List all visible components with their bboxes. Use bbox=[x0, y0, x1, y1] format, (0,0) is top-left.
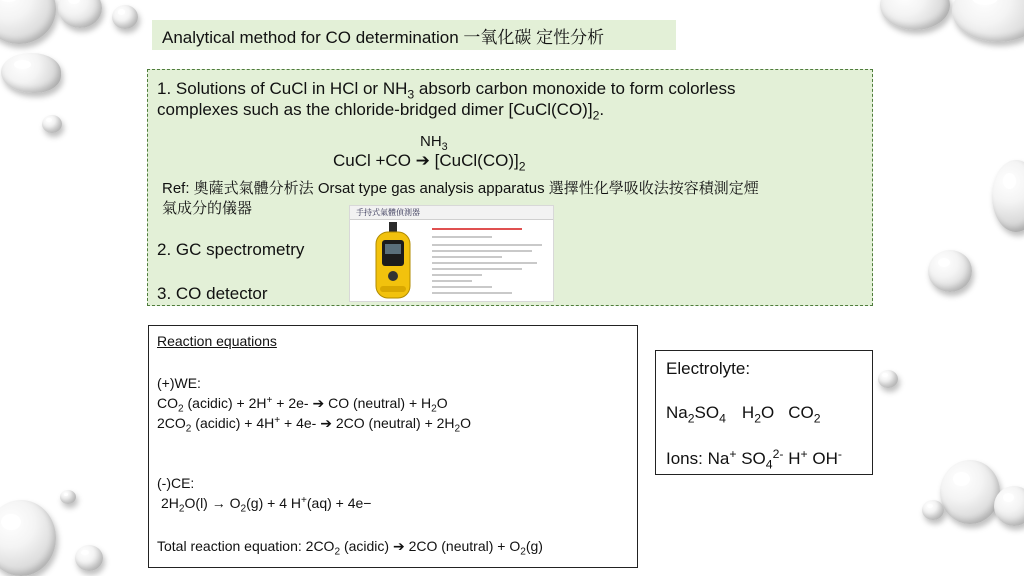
electrolyte-box bbox=[655, 350, 873, 475]
formula2-sub: 2 bbox=[754, 411, 762, 426]
catalyst-sub: 3 bbox=[441, 140, 448, 153]
ion2: SO bbox=[736, 449, 766, 468]
reaction-left: CuCl +CO bbox=[333, 151, 416, 170]
cucl-reaction-equation bbox=[333, 150, 526, 174]
formula2-a: H bbox=[741, 403, 755, 422]
spec-line bbox=[432, 228, 522, 230]
reference-line-1: Ref: 奧薩式氣體分析法 Orsat type gas analysis apparatus 選擇性化學吸收法按容積測定煙 bbox=[162, 180, 759, 197]
eq1-b-sup: + bbox=[266, 394, 273, 406]
ion2-sub: 4 bbox=[765, 457, 773, 472]
method-item-3: 3. CO detector bbox=[157, 284, 268, 303]
water-drop-decoration bbox=[112, 5, 138, 29]
eq3-a: 2H bbox=[161, 495, 179, 511]
reaction-right: [CuCl(CO)] bbox=[429, 151, 519, 170]
we-equation-2 bbox=[157, 414, 472, 435]
eq3-b-sub: 2 bbox=[240, 503, 247, 515]
spec-line bbox=[432, 286, 492, 288]
electrolyte-formulas bbox=[666, 403, 821, 426]
method-item-1 bbox=[157, 78, 857, 123]
eq2-d-sub: 2 bbox=[454, 423, 461, 435]
water-drop-decoration bbox=[940, 460, 1000, 524]
eq2-a: 2CO bbox=[157, 415, 186, 431]
we-label: (+)WE: bbox=[157, 375, 201, 391]
item1-line2: complexes such as the chloride-bridged dimer [CuCl(CO)] bbox=[157, 100, 593, 119]
device-page-header: 手持式氣體偵測器 bbox=[350, 206, 553, 220]
reaction-sub: 2 bbox=[518, 159, 526, 174]
ce-label: (-)CE: bbox=[157, 475, 195, 491]
eq1-d: CO (neutral) + H bbox=[324, 395, 432, 411]
eq2-b-sup: + bbox=[274, 414, 281, 426]
eq1-e: O bbox=[436, 395, 448, 411]
electrolyte-label: Electrolyte: bbox=[666, 359, 751, 378]
arrow-icon: ➔ bbox=[392, 538, 405, 554]
spec-line bbox=[432, 256, 502, 258]
eq3-b: O(l) → O bbox=[184, 495, 241, 511]
method-item-2: 2. GC spectrometry bbox=[157, 240, 305, 259]
water-drop-decoration bbox=[992, 160, 1024, 232]
water-drop-decoration bbox=[928, 250, 972, 292]
eq2-e: O bbox=[460, 415, 472, 431]
formula1-sub2: 4 bbox=[719, 411, 726, 426]
water-drop-decoration bbox=[922, 500, 944, 520]
eq3-d: (aq) + 4e− bbox=[306, 495, 372, 511]
formula1-a: Na bbox=[666, 403, 688, 422]
eq1-d-sub: 2 bbox=[431, 403, 437, 415]
formula2-b: O bbox=[761, 403, 775, 422]
ce-equation bbox=[161, 494, 372, 515]
item1-line2-post: . bbox=[599, 100, 605, 119]
ion4-sup: - bbox=[837, 446, 842, 461]
total-a: Total reaction equation: 2CO bbox=[157, 538, 335, 554]
eq2-d: 2CO (neutral) + 2H bbox=[331, 415, 455, 431]
ion4: OH bbox=[807, 449, 838, 468]
water-drop-decoration bbox=[878, 370, 898, 388]
water-drop-decoration bbox=[880, 0, 950, 30]
spec-line bbox=[432, 262, 537, 264]
formula1-b: SO bbox=[694, 403, 720, 422]
water-drop-decoration bbox=[0, 0, 56, 44]
item1-sub: 3 bbox=[407, 87, 415, 102]
water-drop-decoration bbox=[1, 53, 61, 93]
arrow-icon: ➔ bbox=[415, 151, 430, 170]
total-b: (acidic) bbox=[340, 538, 393, 554]
eq3-a-sub: 2 bbox=[178, 503, 185, 515]
page-title-text: Analytical method for CO determination 一氧化碳 定性分析 bbox=[162, 27, 605, 47]
arrow-icon: ➔ bbox=[320, 415, 332, 431]
eq1-c: + 2e- bbox=[272, 395, 313, 411]
item1-text: 1. Solutions of CuCl in HCl or NH bbox=[157, 79, 408, 98]
spec-line bbox=[432, 274, 482, 276]
ions-label: Ions: Na bbox=[666, 449, 730, 468]
total-reaction-equation bbox=[157, 538, 543, 558]
total-c-sub: 2 bbox=[520, 546, 526, 558]
reference-line-2: 氣成分的儀器 bbox=[162, 200, 253, 217]
water-drop-decoration bbox=[42, 115, 62, 133]
ion3-sup: + bbox=[800, 446, 808, 461]
reaction-catalyst bbox=[420, 133, 448, 153]
page-title bbox=[152, 20, 676, 50]
eq1-a: CO bbox=[157, 395, 178, 411]
eq2-a-sub: 2 bbox=[185, 423, 192, 435]
formula1-sub: 2 bbox=[687, 411, 695, 426]
total-a-sub: 2 bbox=[334, 546, 341, 558]
water-drop-decoration bbox=[0, 500, 56, 576]
arrow-icon: ➔ bbox=[312, 395, 325, 411]
gas-detector-device-icon bbox=[368, 222, 418, 302]
water-drop-decoration bbox=[60, 490, 76, 504]
eq2-c: + 4e- bbox=[280, 415, 321, 431]
total-c: 2CO (neutral) + O bbox=[404, 538, 521, 554]
water-drop-decoration bbox=[994, 486, 1024, 526]
eq3-c-sup: + bbox=[300, 494, 307, 506]
spec-line bbox=[432, 236, 492, 238]
ion2-sup: 2- bbox=[772, 446, 784, 461]
spec-line bbox=[432, 250, 532, 252]
ion1-sup: + bbox=[729, 446, 737, 461]
total-d: (g) bbox=[525, 538, 543, 554]
item1-line2-sub: 2 bbox=[592, 108, 600, 123]
reaction-heading: Reaction equations bbox=[157, 333, 277, 349]
reaction-equations-box bbox=[148, 325, 638, 568]
item1-text-mid: absorb carbon monoxide to form colorless bbox=[414, 79, 736, 98]
ions-line bbox=[666, 446, 842, 472]
water-drop-decoration bbox=[75, 545, 103, 571]
formula3-a: CO bbox=[788, 403, 814, 422]
co-detector-image bbox=[349, 205, 554, 302]
water-drop-decoration bbox=[58, 0, 102, 28]
eq3-c: (g) + 4 H bbox=[246, 495, 301, 511]
formula3-sub: 2 bbox=[813, 411, 821, 426]
we-equation-1 bbox=[157, 394, 448, 415]
eq1-a-sub: 2 bbox=[178, 403, 184, 415]
spec-line bbox=[432, 268, 522, 270]
ion3: H bbox=[783, 449, 801, 468]
catalyst-text: NH bbox=[420, 133, 442, 150]
spec-line bbox=[432, 244, 542, 246]
water-drop-decoration bbox=[952, 0, 1024, 42]
eq1-b: (acidic) + 2H bbox=[183, 395, 267, 411]
eq2-b: (acidic) + 4H bbox=[191, 415, 275, 431]
spec-line bbox=[432, 280, 472, 282]
spec-line bbox=[432, 292, 512, 294]
